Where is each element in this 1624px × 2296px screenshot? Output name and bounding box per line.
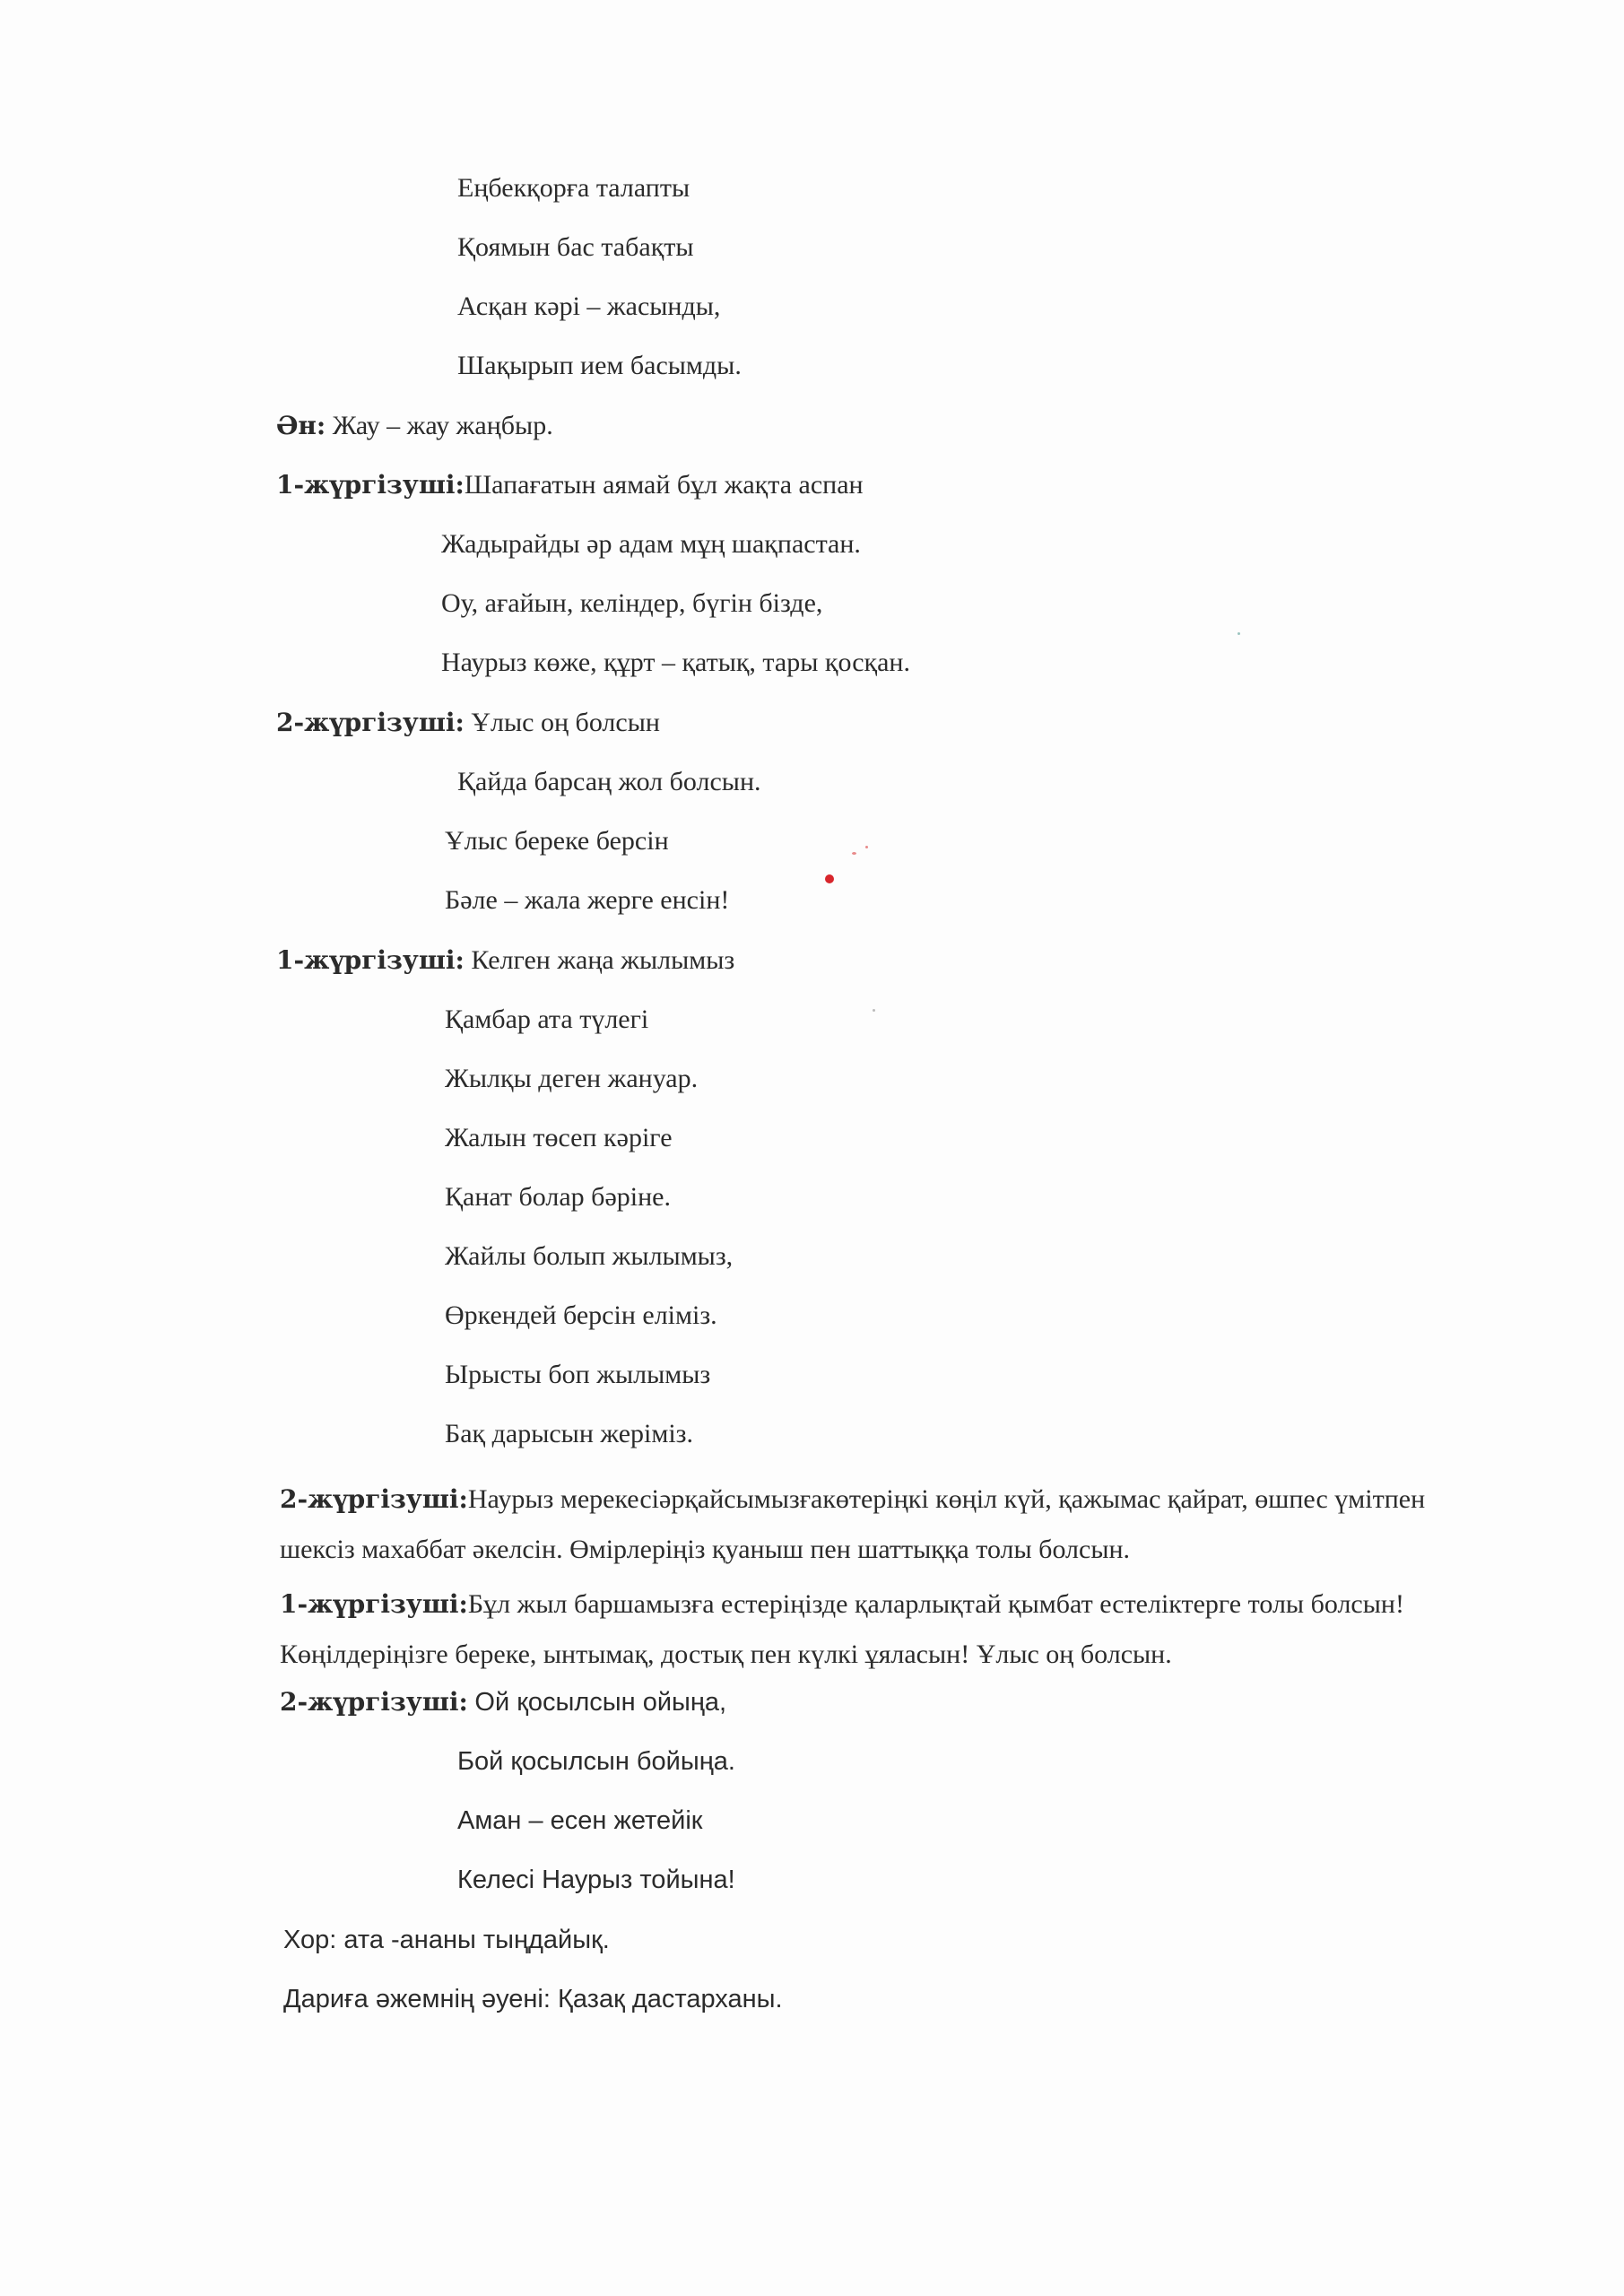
- speaker-label: 2-жүргізуші:: [276, 708, 465, 737]
- block-6-line-4: Келесі Наурыз тойына!: [457, 1866, 735, 1894]
- block-6-line-1: Ой қосылсын ойыңа,: [474, 1688, 727, 1717]
- block-3-line-3: Жылқы деген жануар.: [445, 1064, 699, 1093]
- block-1-first-line: [276, 467, 864, 503]
- block-4-text: Наурыз мерекесіәрқайсымызғакөтеріңкі көңіл күй, қажымас қайрат, өшпес үмітпен шексіз махаббат әкелсін. Өмірлеріңіз қуаныш пен шаттыққа толы болсын.: [280, 1484, 1426, 1564]
- ink-speck: [852, 852, 856, 855]
- speaker-label: 2-жүргізуші:: [280, 1484, 468, 1514]
- block-1-line-1: Шапағатын аямай бұл жақта аспан: [464, 470, 864, 500]
- block-3-first-line: [276, 943, 734, 978]
- stanza-1-line-3: Асқан кәрі – жасынды,: [457, 291, 721, 321]
- speaker-label: 2-жүргізуші:: [280, 1687, 468, 1717]
- stanza-1-line-4: Шақырып ием басымды.: [457, 351, 742, 380]
- block-4-paragraph: [280, 1474, 1463, 1575]
- song-line: [276, 408, 553, 444]
- block-2-first-line: [276, 705, 660, 741]
- choir-line: Хор: ата -ананы тыңдайық.: [283, 1926, 610, 1954]
- ink-speck: [865, 846, 868, 848]
- song-label: Ән:: [276, 411, 326, 440]
- ink-speck: [825, 874, 834, 883]
- stanza-1-line-2: Қоямын бас табақты: [457, 232, 694, 262]
- block-2-line-2: Қайда барсаң жол болсын.: [457, 767, 761, 796]
- block-3-line-9: Бақ дарысын жеріміз.: [445, 1419, 694, 1448]
- block-1-line-4: Наурыз көже, құрт – қатық, тары қосқан.: [441, 648, 910, 677]
- block-3-line-7: Өркендей берсін еліміз.: [445, 1300, 717, 1330]
- block-5-paragraph: [280, 1579, 1463, 1680]
- block-3-line-2: Қамбар ата түлегі: [445, 1004, 649, 1034]
- block-3-line-4: Жалын төсеп кәріге: [445, 1123, 673, 1152]
- speaker-label: 1-жүргізуші:: [276, 470, 465, 500]
- ink-speck: [873, 1009, 875, 1012]
- block-5-text: Бұл жыл баршамызға естеріңізде қаларлықтай қымбат естеліктерге толы болсын! Көңілдеріңізге береке, ынтымақ, достық пен күлкі ұяласын! Ұлыс оң болсын.: [280, 1589, 1404, 1669]
- block-6-line-2: Бой қосылсын бойыңа.: [457, 1747, 735, 1776]
- block-3-line-1: Келген жаңа жылымыз: [471, 945, 735, 975]
- block-1-line-3: Оу, ағайын, келіндер, бүгін бізде,: [441, 588, 823, 618]
- closing-line: Дариға әжемнің әуені: Қазақ дастарханы.: [283, 1985, 783, 2013]
- block-1-line-2: Жадырайды әр адам мұң шақпастан.: [441, 529, 861, 559]
- block-3-line-6: Жайлы болып жылымыз,: [445, 1241, 734, 1271]
- block-2-line-1: Ұлыс оң болсын: [471, 708, 660, 737]
- block-6-first-line: [280, 1684, 726, 1720]
- block-2-line-3: Ұлыс береке берсін: [445, 826, 669, 856]
- ink-speck: [1238, 632, 1240, 635]
- speaker-label: 1-жүргізуші:: [280, 1589, 468, 1619]
- song-title: Жау – жау жаңбыр.: [332, 411, 553, 440]
- stanza-1-line-1: Еңбекқорға талапты: [457, 173, 690, 203]
- block-3-line-8: Ырысты боп жылымыз: [445, 1360, 711, 1389]
- block-6-line-3: Аман – есен жетейік: [457, 1806, 703, 1835]
- speaker-label: 1-жүргізуші:: [276, 945, 465, 975]
- block-3-line-5: Қанат болар бәріне.: [445, 1182, 671, 1212]
- block-2-line-4: Бәле – жала жерге енсін!: [445, 885, 730, 915]
